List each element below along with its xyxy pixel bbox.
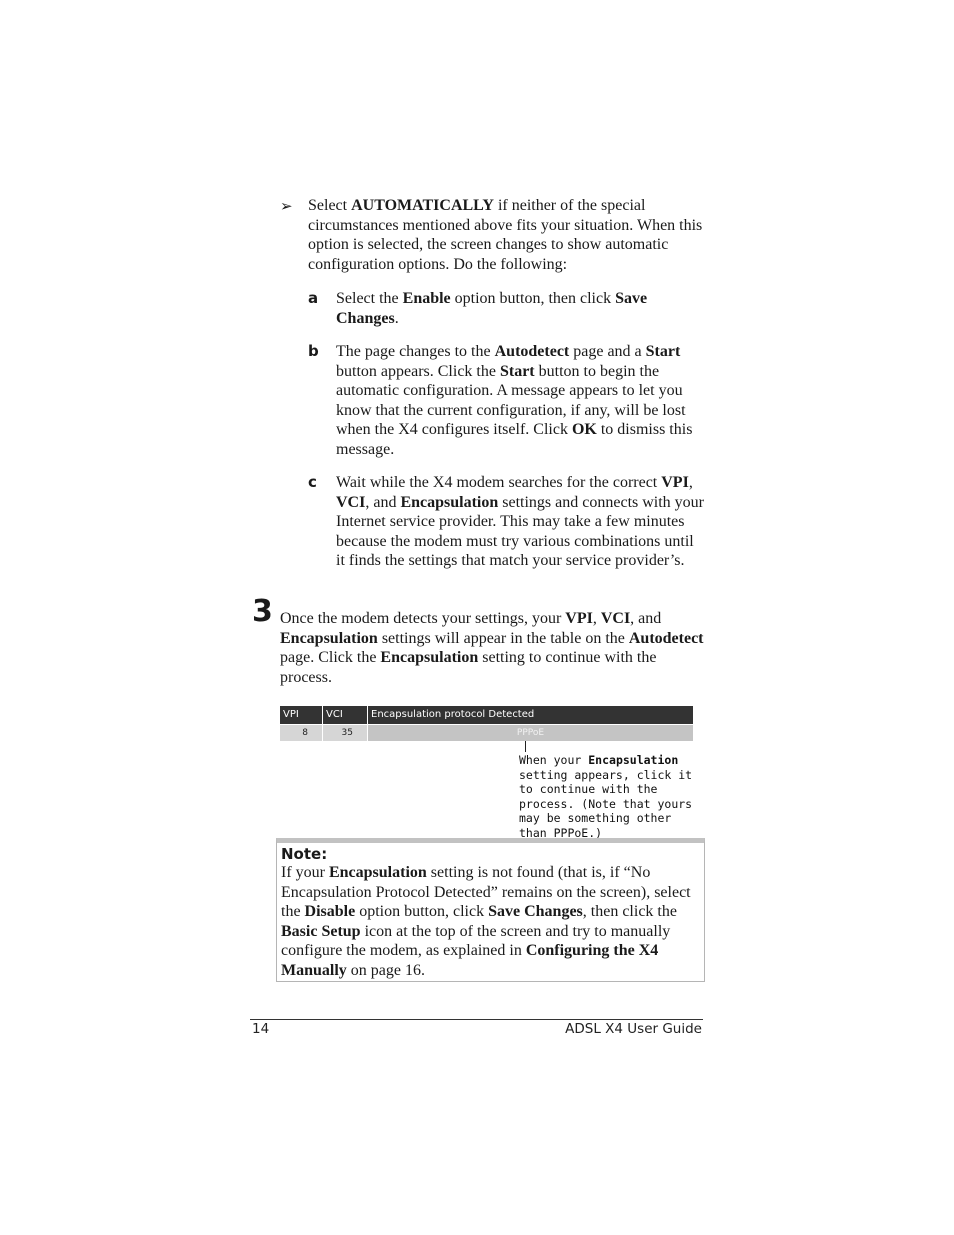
step-c-text: Wait while the X4 modem searches for the correct VPI, VCI, and Encapsulation settings and connects with your Internet service provider. This may take a few minutes because the modem must try various combinations until it finds the settings that match your service provider’s. — [336, 474, 705, 569]
header-encapsulation: Encapsulation protocol Detected — [368, 706, 693, 724]
cell-encapsulation-pppoe[interactable]: PPPoE — [368, 725, 693, 741]
cell-vpi: 8 — [280, 725, 322, 741]
step-letter-c: c — [308, 473, 317, 491]
step-a-text: Select the Enable option button, then click Save Changes. — [336, 290, 648, 327]
header-vpi: VPI — [280, 706, 322, 724]
autodetect-table — [280, 706, 693, 742]
step-letter-b: b — [308, 342, 319, 360]
cell-vci: 35 — [323, 725, 367, 741]
step-number-3: 3 — [252, 594, 273, 629]
callout-text: When your Encapsulation setting appears, click it to continue with the process. (Note that yours may be something other than PPPoE.) — [519, 753, 693, 840]
footer-rule — [250, 1019, 703, 1020]
automatically-paragraph: Select AUTOMATICALLY if neither of the special circumstances mentioned above fits your situation. When this option is selected, the screen changes to show automatic configuration options. Do the following: — [308, 197, 703, 273]
note-title: Note: — [281, 845, 328, 863]
step-b-text: The page changes to the Autodetect page and a Start button appears. Click the Start button to begin the automatic configuration. A message appears to let you know that the current configuration, if any, will be lost when the X4 configures itself. Click OK to dismiss this message. — [336, 343, 693, 458]
footer-guide-title: ADSL X4 User Guide — [565, 1021, 702, 1037]
callout-pointer-line — [525, 741, 526, 752]
footer-page-number: 14 — [252, 1021, 270, 1037]
step-3-text: Once the modem detects your settings, your VPI, VCI, and Encapsulation settings will appear in the table on the Autodetect page. Click the Encapsulation setting to continue with the process. — [280, 610, 704, 686]
header-vci: VCI — [323, 706, 367, 724]
bullet-arrow-icon: ➢ — [280, 197, 293, 215]
step-letter-a: a — [308, 289, 319, 307]
note-body: If your Encapsulation setting is not found (that is, if “No Encapsulation Protocol Detected” remains on the screen), select the Disable option button, click Save Changes, then click the Basic Setup icon at the top of the screen and try to manually configure the modem, as explained in Configuring the X4 Manually on page 16. — [281, 864, 691, 979]
